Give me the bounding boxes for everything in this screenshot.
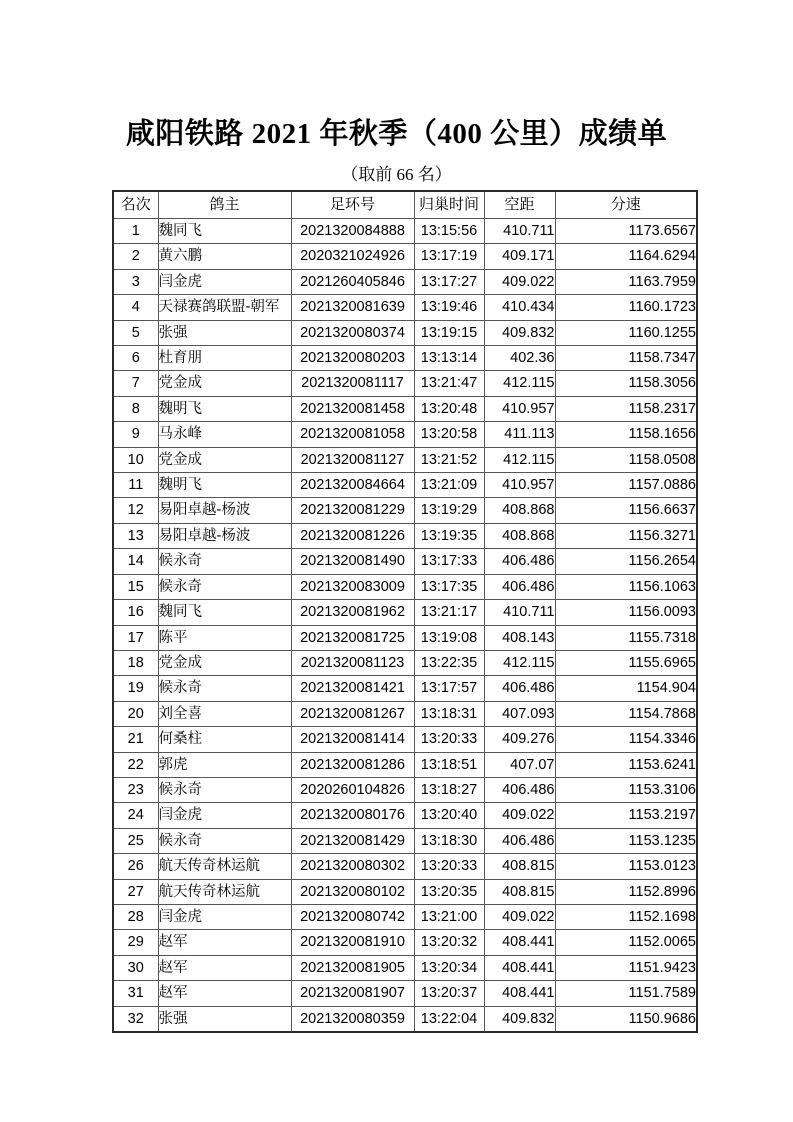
column-header-speed: 分速 [555, 191, 697, 219]
ring-number-cell: 2021320080203 [291, 346, 414, 371]
distance-cell: 406.486 [484, 777, 555, 802]
distance-cell: 408.143 [484, 625, 555, 650]
rank-cell: 14 [113, 549, 158, 574]
owner-cell: 刘全喜 [158, 701, 291, 726]
distance-cell: 406.486 [484, 549, 555, 574]
ring-number-cell: 2021320081058 [291, 422, 414, 447]
return-time-cell: 13:19:08 [414, 625, 484, 650]
table-row [113, 752, 697, 777]
column-header-owner: 鸽主 [158, 191, 291, 219]
return-time-cell: 13:20:37 [414, 981, 484, 1006]
table-row [113, 473, 697, 498]
return-time-cell: 13:13:14 [414, 346, 484, 371]
distance-cell: 408.441 [484, 981, 555, 1006]
speed-cell: 1152.1698 [555, 904, 697, 929]
speed-cell: 1151.9423 [555, 955, 697, 980]
column-header-return-time: 归巢时间 [414, 191, 484, 219]
owner-cell: 黄六鹏 [158, 244, 291, 269]
ring-number-cell: 2021320081490 [291, 549, 414, 574]
speed-cell: 1153.3106 [555, 777, 697, 802]
ring-number-cell: 2021320081226 [291, 523, 414, 548]
distance-cell: 412.115 [484, 650, 555, 675]
ring-number-cell: 2021260405846 [291, 269, 414, 294]
rank-cell: 32 [113, 1006, 158, 1032]
distance-cell: 411.113 [484, 422, 555, 447]
table-row [113, 828, 697, 853]
distance-cell: 402.36 [484, 346, 555, 371]
rank-cell: 24 [113, 803, 158, 828]
rank-cell: 13 [113, 523, 158, 548]
table-row [113, 879, 697, 904]
table-row [113, 650, 697, 675]
table-row [113, 600, 697, 625]
owner-cell: 魏同飞 [158, 600, 291, 625]
return-time-cell: 13:17:19 [414, 244, 484, 269]
ring-number-cell: 2021320081414 [291, 727, 414, 752]
distance-cell: 406.486 [484, 676, 555, 701]
return-time-cell: 13:19:29 [414, 498, 484, 523]
owner-cell: 赵军 [158, 981, 291, 1006]
rank-cell: 2 [113, 244, 158, 269]
table-row [113, 295, 697, 320]
rank-cell: 20 [113, 701, 158, 726]
speed-cell: 1157.0886 [555, 473, 697, 498]
results-table [112, 190, 698, 1033]
speed-cell: 1151.7589 [555, 981, 697, 1006]
speed-cell: 1156.2654 [555, 549, 697, 574]
distance-cell: 406.486 [484, 828, 555, 853]
rank-cell: 22 [113, 752, 158, 777]
speed-cell: 1153.1235 [555, 828, 697, 853]
rank-cell: 15 [113, 574, 158, 599]
return-time-cell: 13:21:47 [414, 371, 484, 396]
owner-cell: 党金成 [158, 371, 291, 396]
rank-cell: 23 [113, 777, 158, 802]
speed-cell: 1158.0508 [555, 447, 697, 472]
speed-cell: 1164.6294 [555, 244, 697, 269]
speed-cell: 1156.3271 [555, 523, 697, 548]
ring-number-cell: 2020260104826 [291, 777, 414, 802]
owner-cell: 天禄赛鸽联盟-朝军 [158, 295, 291, 320]
owner-cell: 易阳卓越-杨波 [158, 498, 291, 523]
rank-cell: 21 [113, 727, 158, 752]
table-row [113, 422, 697, 447]
table-row [113, 244, 697, 269]
ring-number-cell: 2021320081123 [291, 650, 414, 675]
ring-number-cell: 2021320081725 [291, 625, 414, 650]
ring-number-cell: 2021320080302 [291, 854, 414, 879]
speed-cell: 1160.1255 [555, 320, 697, 345]
rank-cell: 12 [113, 498, 158, 523]
owner-cell: 候永奇 [158, 828, 291, 853]
table-row [113, 320, 697, 345]
return-time-cell: 13:20:34 [414, 955, 484, 980]
rank-cell: 3 [113, 269, 158, 294]
rank-cell: 8 [113, 396, 158, 421]
speed-cell: 1150.9686 [555, 1006, 697, 1032]
rank-cell: 31 [113, 981, 158, 1006]
owner-cell: 易阳卓越-杨波 [158, 523, 291, 548]
owner-cell: 张强 [158, 1006, 291, 1032]
ring-number-cell: 2021320081229 [291, 498, 414, 523]
rank-cell: 4 [113, 295, 158, 320]
column-header-distance: 空距 [484, 191, 555, 219]
return-time-cell: 13:20:40 [414, 803, 484, 828]
speed-cell: 1154.7868 [555, 701, 697, 726]
return-time-cell: 13:18:51 [414, 752, 484, 777]
return-time-cell: 13:22:04 [414, 1006, 484, 1032]
table-row [113, 1006, 697, 1032]
table-body [113, 219, 697, 1033]
return-time-cell: 13:21:09 [414, 473, 484, 498]
distance-cell: 412.115 [484, 447, 555, 472]
distance-cell: 409.832 [484, 1006, 555, 1032]
table-row [113, 574, 697, 599]
ring-number-cell: 2021320081910 [291, 930, 414, 955]
return-time-cell: 13:19:46 [414, 295, 484, 320]
ring-number-cell: 2021320081421 [291, 676, 414, 701]
distance-cell: 408.868 [484, 498, 555, 523]
ring-number-cell: 2021320081962 [291, 600, 414, 625]
ring-number-cell: 2021320081127 [291, 447, 414, 472]
owner-cell: 党金成 [158, 447, 291, 472]
owner-cell: 郭虎 [158, 752, 291, 777]
distance-cell: 407.093 [484, 701, 555, 726]
distance-cell: 412.115 [484, 371, 555, 396]
speed-cell: 1152.8996 [555, 879, 697, 904]
speed-cell: 1153.2197 [555, 803, 697, 828]
speed-cell: 1153.0123 [555, 854, 697, 879]
owner-cell: 何桑柱 [158, 727, 291, 752]
table-row [113, 904, 697, 929]
return-time-cell: 13:18:30 [414, 828, 484, 853]
rank-cell: 30 [113, 955, 158, 980]
distance-cell: 409.022 [484, 904, 555, 929]
speed-cell: 1155.7318 [555, 625, 697, 650]
owner-cell: 闫金虎 [158, 904, 291, 929]
speed-cell: 1173.6567 [555, 219, 697, 244]
owner-cell: 魏明飞 [158, 473, 291, 498]
owner-cell: 杜育朋 [158, 346, 291, 371]
table-row [113, 447, 697, 472]
ring-number-cell: 2021320080742 [291, 904, 414, 929]
speed-cell: 1163.7959 [555, 269, 697, 294]
table-row [113, 346, 697, 371]
distance-cell: 408.868 [484, 523, 555, 548]
rank-cell: 11 [113, 473, 158, 498]
return-time-cell: 13:21:52 [414, 447, 484, 472]
rank-cell: 16 [113, 600, 158, 625]
owner-cell: 陈平 [158, 625, 291, 650]
speed-cell: 1158.3056 [555, 371, 697, 396]
ring-number-cell: 2021320081286 [291, 752, 414, 777]
owner-cell: 候永奇 [158, 676, 291, 701]
rank-cell: 26 [113, 854, 158, 879]
rank-cell: 28 [113, 904, 158, 929]
distance-cell: 410.957 [484, 396, 555, 421]
table-row [113, 981, 697, 1006]
speed-cell: 1160.1723 [555, 295, 697, 320]
rank-cell: 6 [113, 346, 158, 371]
distance-cell: 408.815 [484, 854, 555, 879]
distance-cell: 409.171 [484, 244, 555, 269]
owner-cell: 航天传奇林运航 [158, 879, 291, 904]
owner-cell: 候永奇 [158, 574, 291, 599]
rank-cell: 27 [113, 879, 158, 904]
speed-cell: 1158.2317 [555, 396, 697, 421]
ring-number-cell: 2021320081905 [291, 955, 414, 980]
owner-cell: 张强 [158, 320, 291, 345]
return-time-cell: 13:19:15 [414, 320, 484, 345]
return-time-cell: 13:20:33 [414, 727, 484, 752]
return-time-cell: 13:20:58 [414, 422, 484, 447]
rank-cell: 10 [113, 447, 158, 472]
owner-cell: 魏同飞 [158, 219, 291, 244]
ring-number-cell: 2021320081117 [291, 371, 414, 396]
distance-cell: 409.276 [484, 727, 555, 752]
return-time-cell: 13:17:27 [414, 269, 484, 294]
table-row [113, 269, 697, 294]
page-title: 咸阳铁路 2021 年秋季（400 公里）成绩单 [125, 118, 668, 150]
distance-cell: 410.957 [484, 473, 555, 498]
return-time-cell: 13:15:56 [414, 219, 484, 244]
table-row [113, 727, 697, 752]
ring-number-cell: 2021320080176 [291, 803, 414, 828]
rank-cell: 25 [113, 828, 158, 853]
speed-cell: 1156.0093 [555, 600, 697, 625]
speed-cell: 1154.3346 [555, 727, 697, 752]
ring-number-cell: 2021320081429 [291, 828, 414, 853]
table-row [113, 396, 697, 421]
return-time-cell: 13:21:00 [414, 904, 484, 929]
speed-cell: 1152.0065 [555, 930, 697, 955]
rank-cell: 7 [113, 371, 158, 396]
ring-number-cell: 2021320081639 [291, 295, 414, 320]
return-time-cell: 13:20:33 [414, 854, 484, 879]
table-row [113, 523, 697, 548]
ring-number-cell: 2020321024926 [291, 244, 414, 269]
distance-cell: 407.07 [484, 752, 555, 777]
owner-cell: 赵军 [158, 930, 291, 955]
speed-cell: 1158.1656 [555, 422, 697, 447]
owner-cell: 航天传奇林运航 [158, 854, 291, 879]
table-row [113, 498, 697, 523]
owner-cell: 马永峰 [158, 422, 291, 447]
distance-cell: 409.832 [484, 320, 555, 345]
rank-cell: 18 [113, 650, 158, 675]
ring-number-cell: 2021320083009 [291, 574, 414, 599]
table-row [113, 676, 697, 701]
distance-cell: 408.441 [484, 930, 555, 955]
table-header [113, 191, 697, 219]
speed-cell: 1158.7347 [555, 346, 697, 371]
ring-number-cell: 2021320080102 [291, 879, 414, 904]
return-time-cell: 13:22:35 [414, 650, 484, 675]
distance-cell: 409.022 [484, 803, 555, 828]
ring-number-cell: 2021320080374 [291, 320, 414, 345]
ring-number-cell: 2021320084664 [291, 473, 414, 498]
owner-cell: 闫金虎 [158, 803, 291, 828]
speed-cell: 1154.904 [555, 676, 697, 701]
return-time-cell: 13:20:32 [414, 930, 484, 955]
owner-cell: 赵军 [158, 955, 291, 980]
rank-cell: 19 [113, 676, 158, 701]
owner-cell: 魏明飞 [158, 396, 291, 421]
return-time-cell: 13:20:48 [414, 396, 484, 421]
page-subtitle: （取前 66 名） [341, 165, 452, 184]
distance-cell: 409.022 [484, 269, 555, 294]
distance-cell: 408.441 [484, 955, 555, 980]
table-row [113, 549, 697, 574]
ring-number-cell: 2021320081458 [291, 396, 414, 421]
table-row [113, 803, 697, 828]
distance-cell: 410.711 [484, 219, 555, 244]
ring-number-cell: 2021320081907 [291, 981, 414, 1006]
return-time-cell: 13:17:57 [414, 676, 484, 701]
return-time-cell: 13:17:33 [414, 549, 484, 574]
rank-cell: 29 [113, 930, 158, 955]
header-row [113, 191, 697, 219]
ring-number-cell: 2021320081267 [291, 701, 414, 726]
owner-cell: 候永奇 [158, 549, 291, 574]
return-time-cell: 13:20:35 [414, 879, 484, 904]
distance-cell: 408.815 [484, 879, 555, 904]
rank-cell: 5 [113, 320, 158, 345]
column-header-ring-number: 足环号 [291, 191, 414, 219]
table-row [113, 219, 697, 244]
table-row [113, 955, 697, 980]
return-time-cell: 13:18:27 [414, 777, 484, 802]
table-row [113, 625, 697, 650]
rank-cell: 17 [113, 625, 158, 650]
column-header-rank: 名次 [113, 191, 158, 219]
table-row [113, 777, 697, 802]
owner-cell: 党金成 [158, 650, 291, 675]
return-time-cell: 13:17:35 [414, 574, 484, 599]
table-row [113, 854, 697, 879]
ring-number-cell: 2021320080359 [291, 1006, 414, 1032]
distance-cell: 410.711 [484, 600, 555, 625]
speed-cell: 1153.6241 [555, 752, 697, 777]
owner-cell: 闫金虎 [158, 269, 291, 294]
return-time-cell: 13:21:17 [414, 600, 484, 625]
table-row [113, 371, 697, 396]
ring-number-cell: 2021320084888 [291, 219, 414, 244]
distance-cell: 406.486 [484, 574, 555, 599]
table-row [113, 701, 697, 726]
rank-cell: 9 [113, 422, 158, 447]
return-time-cell: 13:19:35 [414, 523, 484, 548]
speed-cell: 1156.6637 [555, 498, 697, 523]
speed-cell: 1155.6965 [555, 650, 697, 675]
return-time-cell: 13:18:31 [414, 701, 484, 726]
speed-cell: 1156.1063 [555, 574, 697, 599]
distance-cell: 410.434 [484, 295, 555, 320]
owner-cell: 候永奇 [158, 777, 291, 802]
rank-cell: 1 [113, 219, 158, 244]
table-row [113, 930, 697, 955]
